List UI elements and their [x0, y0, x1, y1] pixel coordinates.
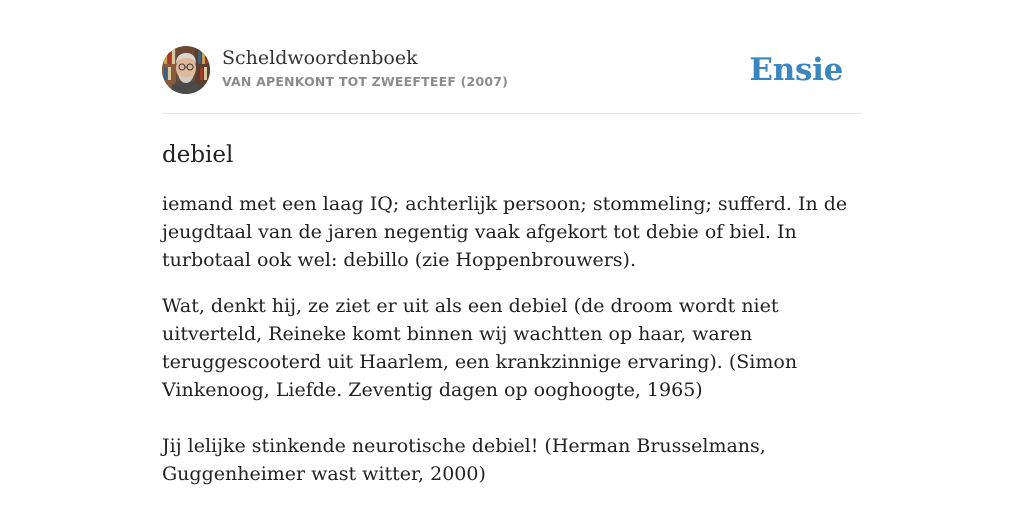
ensie-logo[interactable]: Ensie — [749, 52, 843, 88]
entry-term: debiel — [162, 142, 234, 168]
author-portrait-icon — [162, 46, 210, 94]
entry-quote: Jij lelijke stinkende neurotische debiel! (Herman Brusselmans, Guggenheimer wast witter, 2000) — [162, 435, 766, 485]
source-header — [162, 46, 862, 114]
source-subtitle: VAN APENKONT TOT ZWEEFTEEF (2007) — [222, 74, 509, 89]
entry-card — [162, 46, 862, 488]
author-avatar — [162, 46, 210, 94]
entry-definition: iemand met een laag IQ; achterlijk persoon; stommeling; sufferd. In de jeugdtaal van de jaren negentig vaak afgekort tot debie of biel. In turbotaal ook wel: debillo (zie Hoppenbrouwers). — [162, 193, 848, 271]
entry-quote: Wat, denkt hij, ze ziet er uit als een debiel (de droom wordt niet uitverteld, Reineke komt binnen wij wachtten op haar, waren teruggescooterd uit Haarlem, een krankzinnige ervaring). (Simon Vinkenoog, Liefde. Zeventig dagen op ooghoogte, 1965) — [162, 295, 798, 401]
source-title[interactable]: Scheldwoordenboek — [222, 47, 418, 69]
